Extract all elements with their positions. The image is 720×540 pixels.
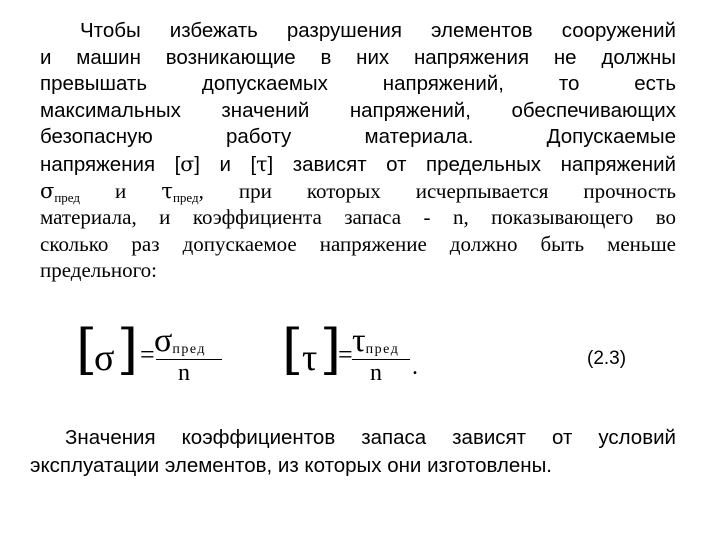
subscript: пред: [54, 189, 81, 205]
sigma-symbol: σ: [94, 337, 115, 379]
text-fragment: , при которых исчерпывается прочность: [198, 178, 676, 203]
text-line: Значения коэффициентов запаса зависят от условий: [65, 426, 676, 449]
paragraph-allowable-stress: [40, 18, 676, 284]
sigma-symbol: σ: [40, 178, 55, 203]
bracket-close: ]: [320, 318, 342, 381]
bracket-open: [: [282, 318, 304, 381]
text-line: превышать допускаемых напряжений, то есть: [40, 72, 676, 96]
equals-sign: =: [338, 340, 353, 369]
sigma-symbol: σ: [154, 322, 173, 359]
text-line: сколько раз допускаемое напряжение должно быть меньше: [40, 231, 676, 256]
text-line: [40, 178, 676, 205]
text-line: безопасную работу материала. Допускаемые: [40, 125, 676, 149]
sigma-symbol: σ: [180, 151, 195, 176]
text-fragment: ] зависят от предельных напряжений: [267, 152, 676, 176]
text-line: максимальных значений напряжений, обеспечивающих: [40, 98, 676, 122]
text-line: предельного:: [40, 258, 158, 283]
text-line: и машин возникающие в них напряжения не должны: [40, 45, 676, 69]
formula-allowable-normal-stress: [76, 318, 226, 388]
text-fragment: напряжения [: [40, 152, 181, 176]
fraction-denominator: n: [178, 360, 190, 386]
tau-symbol: τ: [161, 178, 173, 203]
text-line: [40, 151, 676, 178]
subscript: пред: [172, 342, 206, 357]
equation-number: (2.3): [587, 348, 627, 369]
text-line: Чтобы избежать разрушения элементов сооружений: [80, 19, 676, 42]
paragraph-safety-factor: [30, 424, 676, 480]
text-fragment: ] и [: [194, 152, 257, 176]
formula-allowable-shear-stress: [282, 318, 422, 388]
subscript: пред: [172, 189, 199, 205]
fraction-denominator: n: [370, 360, 382, 386]
text-line: материала, и коэффициента запаса - n, показывающего во: [40, 205, 676, 230]
text-line: эксплуатации элементов, из которых они изготовлены.: [30, 454, 552, 477]
tau-symbol: τ: [352, 322, 366, 359]
period: .: [412, 354, 418, 380]
subscript: пред: [365, 342, 400, 357]
tau-symbol: τ: [256, 151, 268, 176]
bracket-close: ]: [117, 318, 139, 381]
equals-sign: =: [140, 340, 155, 369]
text-fragment: и: [80, 178, 162, 203]
bracket-open: [: [76, 318, 98, 381]
tau-symbol: τ: [302, 337, 318, 379]
